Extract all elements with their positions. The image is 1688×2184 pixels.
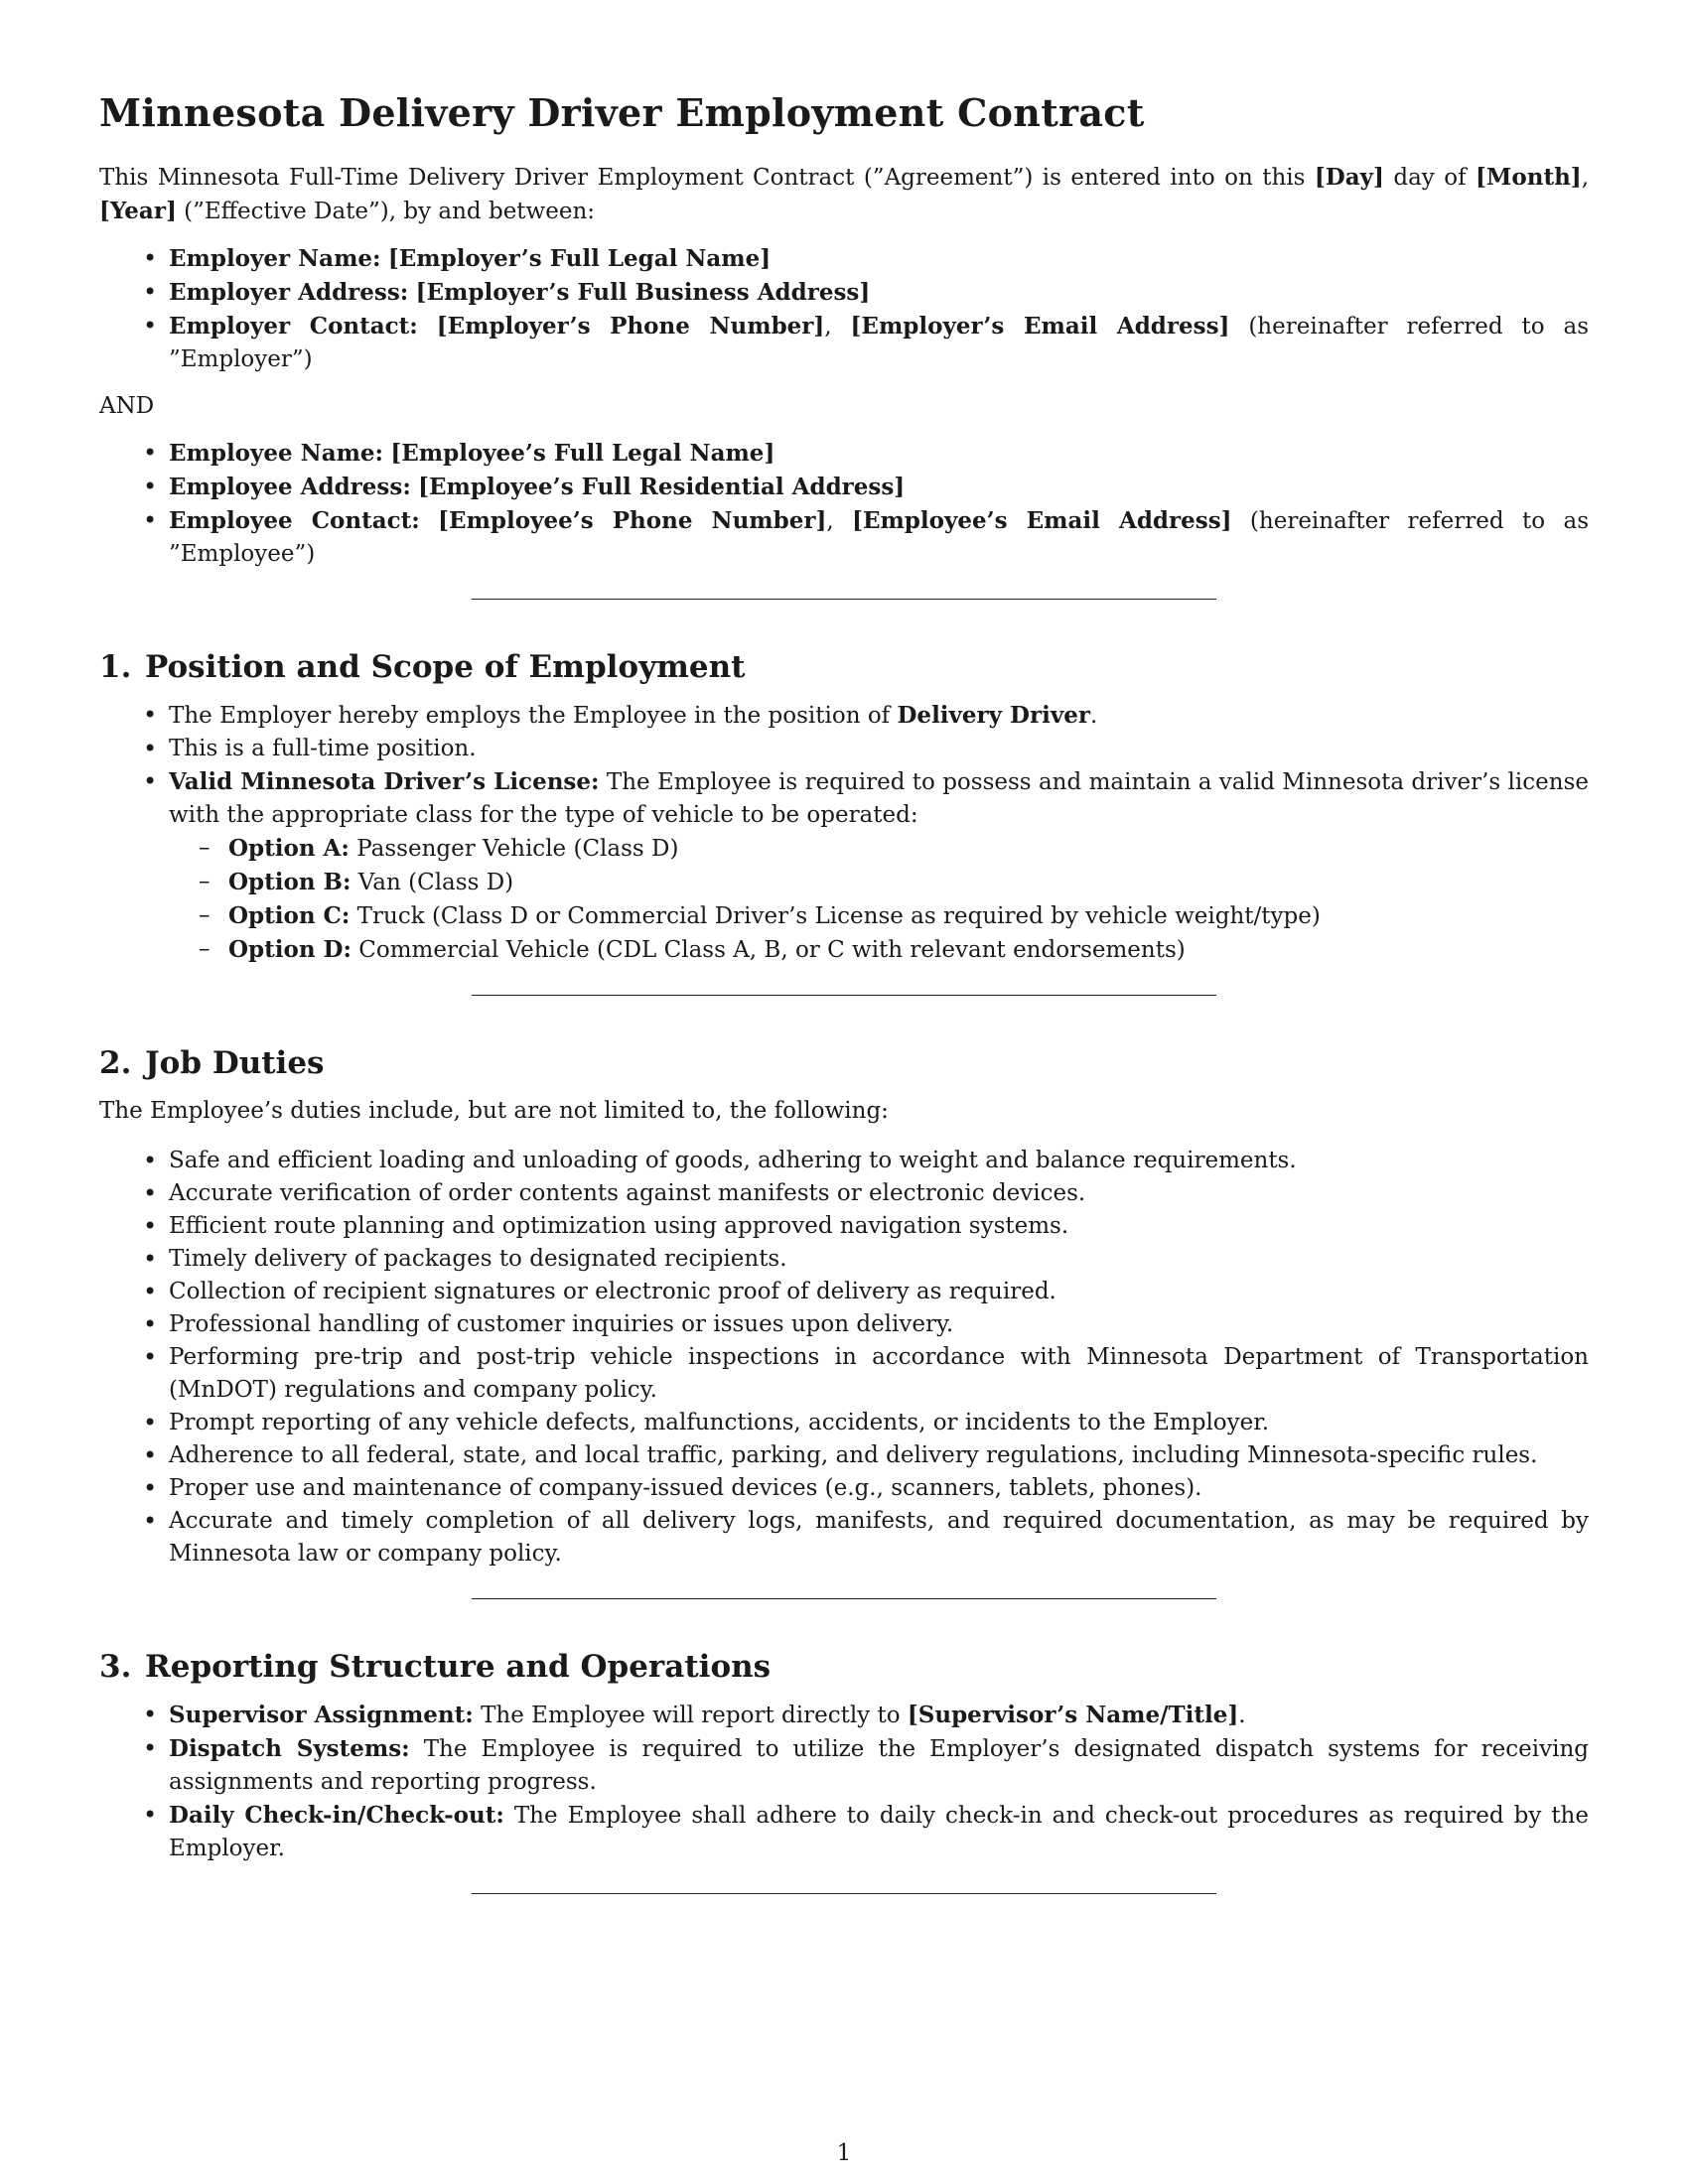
employer-address-value: [Employer’s Full Business Address] <box>415 279 871 306</box>
checkin-item <box>169 1799 1589 1865</box>
license-label: Valid Minnesota Driver’s License: <box>169 768 600 795</box>
and-separator: AND <box>99 393 155 419</box>
position-title: Delivery Driver <box>897 702 1090 729</box>
license-text: The Employee is required to possess and maintain a valid Minnesota driver’s license with the appropriate class for the type of vehicle to be operated: <box>169 769 1589 828</box>
employer-name-label: Employer Name: <box>169 245 381 272</box>
duty-item: • Timely delivery of packages to designated recipients. <box>169 1243 1589 1276</box>
option-label: Option D: <box>228 936 352 963</box>
dispatch-item <box>169 1732 1589 1799</box>
section-1-bullet-fulltime: • This is a full-time position. <box>169 733 1589 765</box>
employee-email-value: [Employee’s Email Address] <box>852 507 1232 534</box>
option-text: Truck (Class D or Commercial Driver’s License as required by vehicle weight/type) <box>350 903 1321 929</box>
duty-item: • Professional handling of customer inquiries or issues upon delivery. <box>169 1308 1589 1341</box>
section-2-intro: The Employee’s duties include, but are not limited to, the following: <box>99 1098 889 1124</box>
page-number: 1 <box>836 2140 852 2166</box>
employer-contact-label: Employer Contact: <box>169 313 418 340</box>
section-3-number: 3. <box>99 1649 132 1685</box>
employer-name-item <box>169 242 1589 276</box>
duty-item: • Accurate verification of order contents against manifests or electronic devices. <box>169 1177 1589 1210</box>
checkin-label: Daily Check-in/Check-out: <box>169 1802 504 1829</box>
employee-address-label: Employee Address: <box>169 474 411 500</box>
job-duties-list <box>99 1145 1589 1570</box>
intro-text-2: day of <box>1383 165 1477 191</box>
employee-name-item <box>169 437 1589 471</box>
duty-item: • Collection of recipient signatures or electronic proof of delivery as required. <box>169 1276 1589 1308</box>
section-1-number: 1. <box>99 649 132 685</box>
license-options-list <box>169 832 1589 967</box>
employee-contact-label: Employee Contact: <box>169 507 420 534</box>
section-2-heading <box>99 1041 1589 1085</box>
intro-year-placeholder: [Year] <box>99 198 177 224</box>
dispatch-label: Dispatch Systems: <box>169 1735 410 1762</box>
intro-text-3: , <box>1581 165 1589 191</box>
duty-item: • Accurate and timely completion of all delivery logs, manifests, and required documentation, as may be required by Minnesota law or company policy. <box>169 1505 1589 1570</box>
supervisor-label: Supervisor Assignment: <box>169 1702 474 1728</box>
employer-email-value: [Employer’s Email Address] <box>850 313 1230 340</box>
employee-details-list <box>99 437 1589 571</box>
intro-text-4: (”Effective Date”), by and between: <box>176 199 596 224</box>
employer-address-label: Employer Address: <box>169 279 409 306</box>
option-label: Option A: <box>228 835 350 862</box>
section-1-heading <box>99 645 1589 689</box>
employee-address-value: [Employee’s Full Residential Address] <box>418 474 906 500</box>
employer-address-item <box>169 276 1589 310</box>
option-label: Option B: <box>228 869 352 895</box>
employer-referred-text: (hereinafter referred to as ”Employer”) <box>169 314 1590 372</box>
employee-name-value: [Employee’s Full Legal Name] <box>390 440 775 467</box>
option-label: Option C: <box>228 902 351 929</box>
license-option-a <box>228 832 1589 866</box>
option-text: Van (Class D) <box>351 870 514 895</box>
section-2-title: Job Duties <box>145 1045 325 1081</box>
supervisor-placeholder: [Supervisor’s Name/Title] <box>907 1702 1239 1728</box>
duty-item: • Performing pre-trip and post-trip vehicle inspections in accordance with Minnesota Department of Transportation (MnDOT) regulations and company policy. <box>169 1341 1589 1407</box>
duty-item: • Proper use and maintenance of company-issued devices (e.g., scanners, tablets, phones). <box>169 1472 1589 1505</box>
section-1-title: Position and Scope of Employment <box>145 649 746 685</box>
intro-month-placeholder: [Month] <box>1476 164 1582 191</box>
section-divider <box>472 599 1216 600</box>
license-option-c <box>228 899 1589 933</box>
duty-item: • Adherence to all federal, state, and local traffic, parking, and delivery regulations, including Minnesota-specific rules. <box>169 1439 1589 1472</box>
section-2-number: 2. <box>99 1045 132 1081</box>
employer-details-list <box>99 242 1589 376</box>
license-option-d <box>228 933 1589 967</box>
section-1-bullet-license <box>169 765 1589 967</box>
section-1-bullet-position <box>169 699 1589 733</box>
intro-day-placeholder: [Day] <box>1314 164 1384 191</box>
intro-paragraph <box>99 161 1589 228</box>
position-text: The Employer hereby employs the Employee in the position of <box>169 703 898 729</box>
option-text: Commercial Vehicle (CDL Class A, B, or C with relevant endorsements) <box>351 937 1186 963</box>
document-page <box>99 0 1589 1894</box>
section-divider <box>472 995 1216 996</box>
section-divider <box>472 1893 1216 1894</box>
employer-phone-value: [Employer’s Phone Number] <box>436 313 825 340</box>
employee-phone-value: [Employee’s Phone Number] <box>438 507 827 534</box>
option-text: Passenger Vehicle (Class D) <box>349 836 679 862</box>
section-divider <box>472 1598 1216 1599</box>
supervisor-period: . <box>1238 1703 1246 1728</box>
employer-name-value: [Employer’s Full Legal Name] <box>387 245 772 272</box>
section-1-list <box>99 699 1589 967</box>
employee-contact-item: • Employee Contact: [Employee’s Phone Number], [Employee’s Email Address] (hereinafter referred to as ”Employee”) <box>169 504 1589 571</box>
section-3-heading <box>99 1645 1589 1689</box>
position-period: . <box>1089 703 1098 729</box>
employee-address-item <box>169 471 1589 504</box>
supervisor-text: The Employee will report directly to <box>473 1703 908 1728</box>
employer-contact-item: • Employer Contact: [Employer’s Phone Number], [Employer’s Email Address] (hereinafter referred to as ”Employer”) <box>169 310 1589 376</box>
duty-item: • Safe and efficient loading and unloading of goods, adhering to weight and balance requirements. <box>169 1145 1589 1177</box>
checkin-text: The Employee shall adhere to daily check-in and check-out procedures as required by the Employer. <box>169 1803 1589 1861</box>
section-3-title: Reporting Structure and Operations <box>145 1649 772 1685</box>
dispatch-text: The Employee is required to utilize the Employer’s designated dispatch systems for receiving assignments and reporting progress. <box>169 1736 1589 1795</box>
intro-text-1: This Minnesota Full-Time Delivery Driver Employment Contract (”Agreement”) is entered into on this <box>99 165 1315 191</box>
employee-name-label: Employee Name: <box>169 440 384 467</box>
document-title: Minnesota Delivery Driver Employment Contract <box>99 90 1145 135</box>
section-3-list <box>99 1699 1589 1865</box>
license-option-b <box>228 866 1589 899</box>
duty-item: • Efficient route planning and optimization using approved navigation systems. <box>169 1210 1589 1243</box>
duty-item: • Prompt reporting of any vehicle defects, malfunctions, accidents, or incidents to the Employer. <box>169 1407 1589 1439</box>
employee-referred-text: (hereinafter referred to as ”Employee”) <box>169 508 1590 567</box>
supervisor-item <box>169 1699 1589 1732</box>
